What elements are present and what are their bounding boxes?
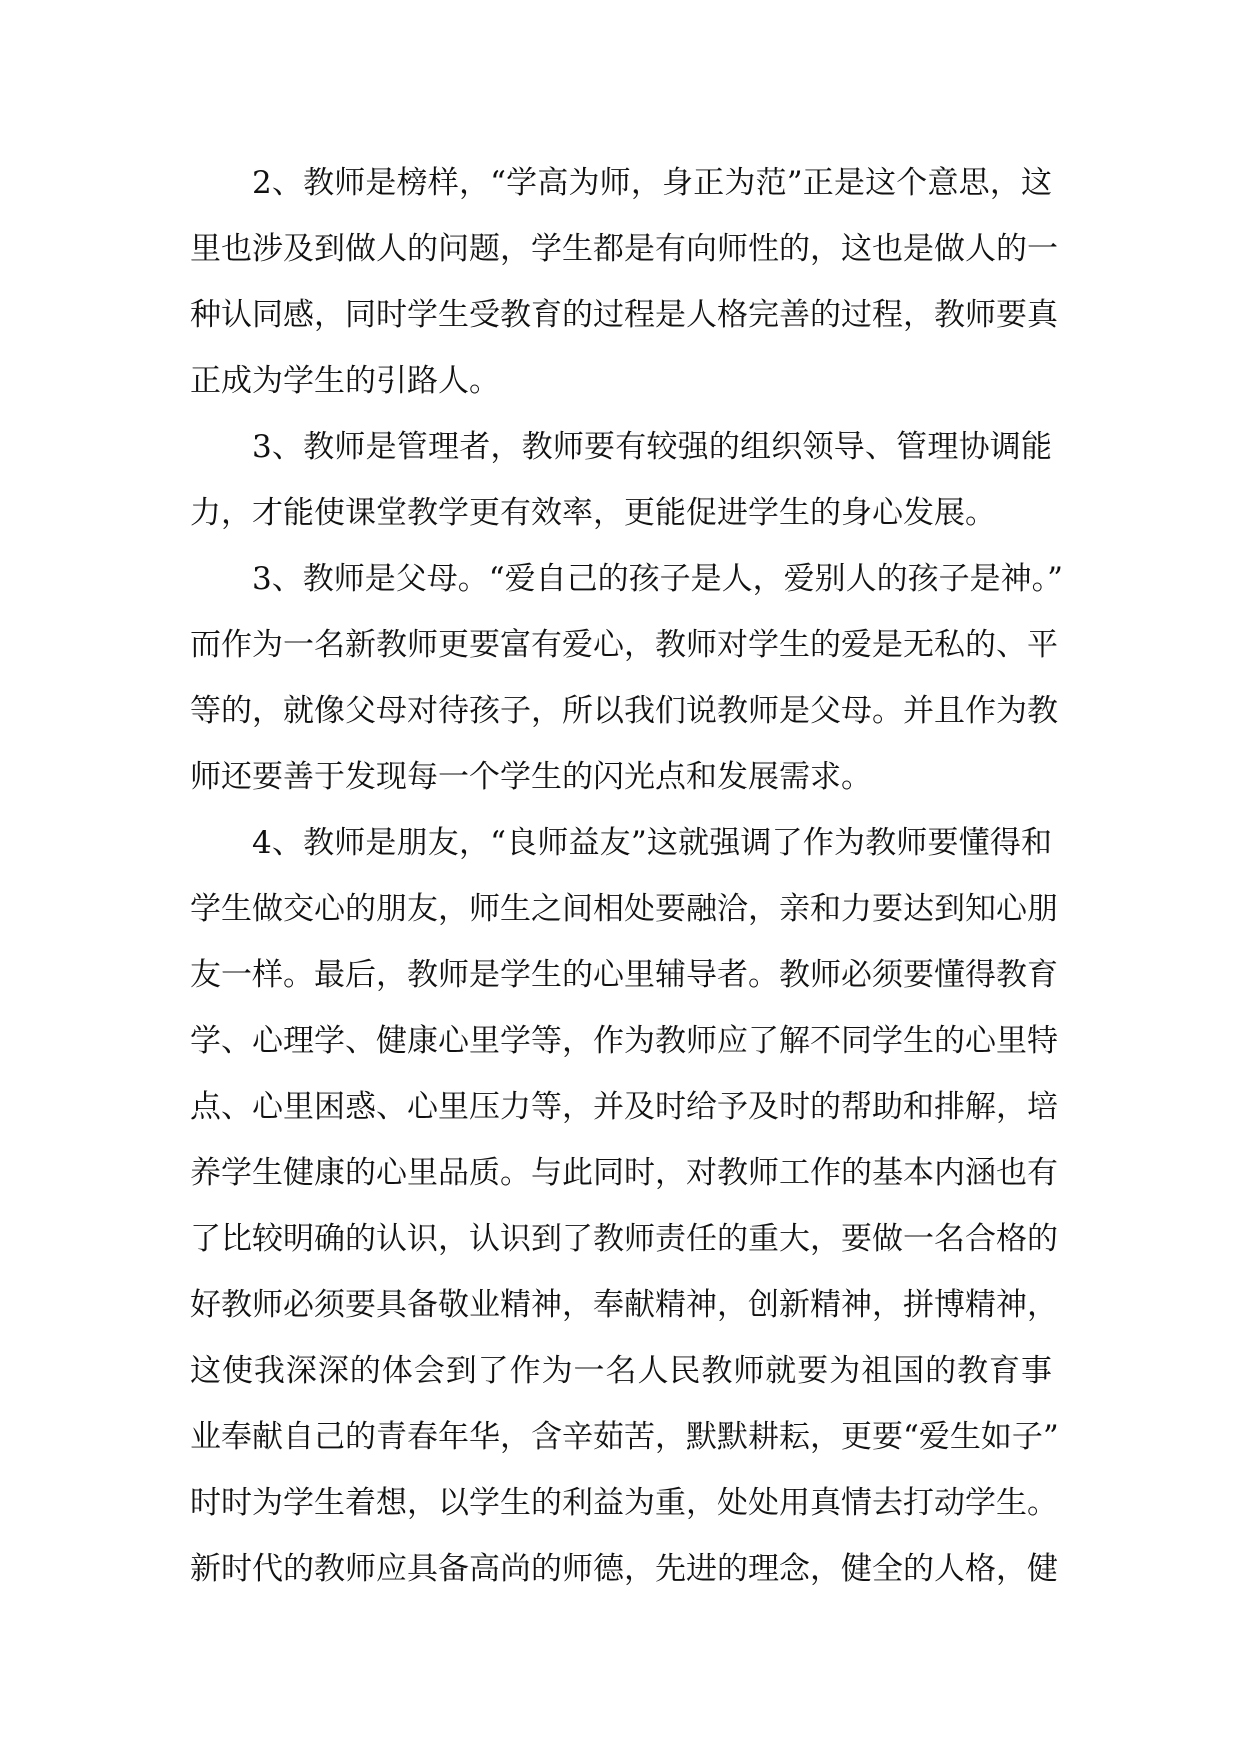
text-line: 这使我深深的体会到了作为一名人民教师就要为祖国的教育事 <box>190 1353 1052 1389</box>
text-line: 好教师必须要具备敬业精神，奉献精神，创新精神，拼博精神， <box>190 1287 1058 1323</box>
text-line: 学生做交心的朋友，师生之间相处要融洽，亲和力要达到知心朋 <box>190 891 1058 927</box>
text-line: 里也涉及到做人的问题，学生都是有向师性的，这也是做人的一 <box>190 231 1058 267</box>
text-line: 而作为一名新教师更要富有爱心，教师对学生的爱是无私的、平 <box>190 627 1058 663</box>
text-line: 力，才能使课堂教学更有效率，更能促进学生的身心发展。 <box>190 495 996 531</box>
document-body <box>190 160 1063 1612</box>
paragraph-friend <box>190 820 1059 1612</box>
text-line: 3、教师是管理者，教师要有较强的组织领导、管理协调能 <box>252 429 1052 465</box>
text-line: 等的，就像父母对待孩子，所以我们说教师是父母。并且作为教 <box>190 693 1058 729</box>
text-line: 正成为学生的引路人。 <box>190 363 500 399</box>
text-line: 时时为学生着想，以学生的利益为重，处处用真情去打动学生。 <box>190 1485 1058 1521</box>
paragraph-role-model <box>190 160 1058 424</box>
text-line: 友一样。最后，教师是学生的心里辅导者。教师必须要懂得教育 <box>190 957 1058 993</box>
text-line: 了比较明确的认识，认识到了教师责任的重大，要做一名合格的 <box>190 1221 1058 1257</box>
text-line: 学、心理学、健康心里学等，作为教师应了解不同学生的心里特 <box>190 1023 1058 1059</box>
text-line: 2、教师是榜样，“学高为师，身正为范”正是这个意思，这 <box>252 165 1052 201</box>
text-line: 点、心里困惑、心里压力等，并及时给予及时的帮助和排解，培 <box>190 1089 1058 1125</box>
text-line: 师还要善于发现每一个学生的闪光点和发展需求。 <box>190 759 872 795</box>
text-line: 养学生健康的心里品质。与此同时，对教师工作的基本内涵也有 <box>190 1155 1058 1191</box>
text-line: 种认同感，同时学生受教育的过程是人格完善的过程，教师要真 <box>190 297 1058 333</box>
text-line: 3、教师是父母。“爱自己的孩子是人，爱别人的孩子是神。” <box>252 561 1063 597</box>
paragraph-manager <box>190 424 1052 556</box>
paragraph-parent <box>190 556 1063 820</box>
text-line: 业奉献自己的青春年华，含辛茹苦，默默耕耘，更要“爱生如子” <box>190 1419 1059 1455</box>
text-line: 4、教师是朋友，“良师益友”这就强调了作为教师要懂得和 <box>252 825 1052 861</box>
text-line: 新时代的教师应具备高尚的师德，先进的理念，健全的人格，健 <box>190 1551 1058 1587</box>
